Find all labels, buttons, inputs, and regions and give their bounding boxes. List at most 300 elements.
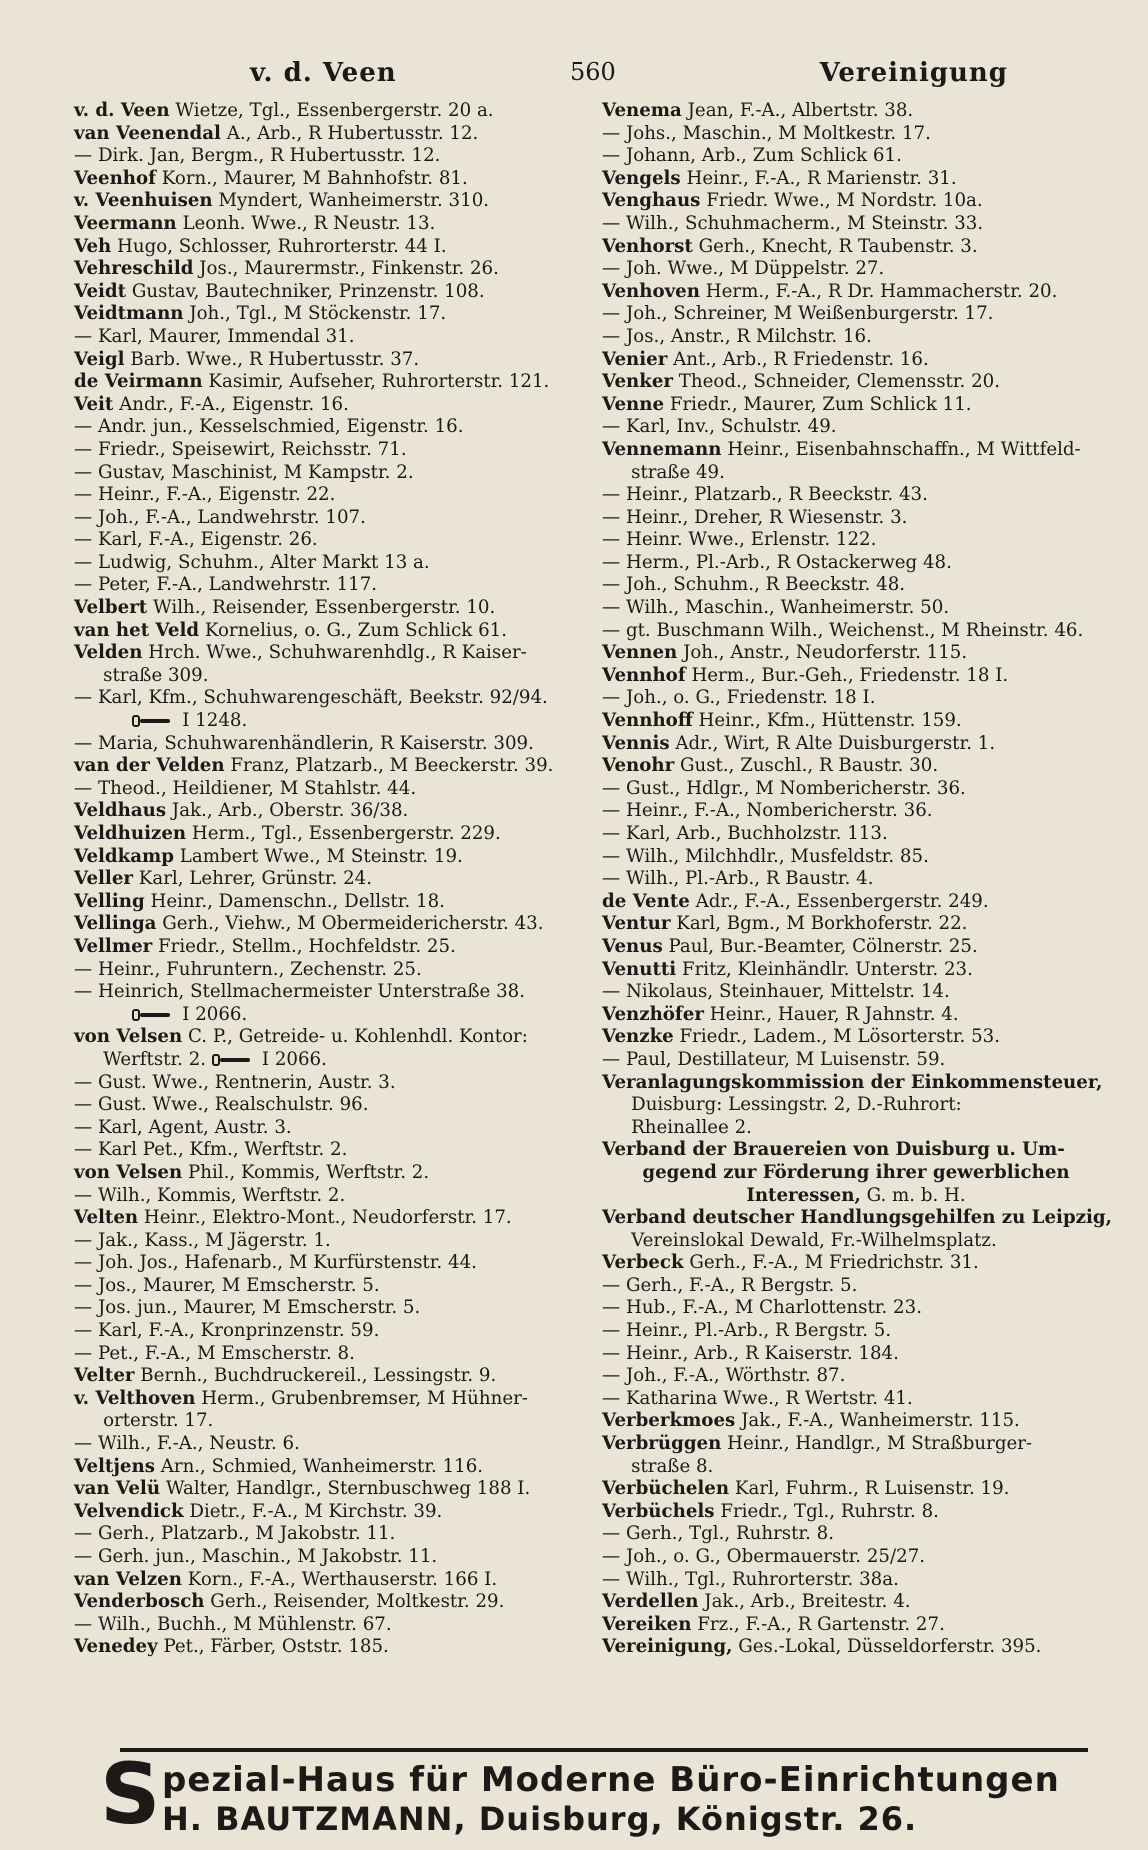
directory-entry (74, 281, 574, 304)
directory-entry (74, 258, 574, 281)
entry-details: Gustav, Bautechniker, Prinzenstr. 108. (131, 280, 485, 302)
entry-surname: v. Velthoven (74, 1387, 196, 1409)
entry-details: — Karl, Agent, Austr. 3. (74, 1116, 292, 1138)
entry-details: — Katharina Wwe., R Wertstr. 41. (602, 1387, 913, 1409)
directory-entry (602, 1343, 1110, 1366)
directory-entry (74, 123, 574, 146)
entry-details: Theod., Schneider, Clemensstr. 20. (678, 371, 1001, 393)
entry-details: Vereinslokal Dewald, Fr.-Wilhelmsplatz. (631, 1229, 997, 1251)
entry-details: — Karl Pet., Kfm., Werftstr. 2. (74, 1139, 348, 1161)
entry-surname: Verband der Brauereien von Duisburg u. Um- (602, 1139, 1065, 1161)
directory-entry (602, 439, 1110, 462)
directory-entry (602, 236, 1110, 259)
entry-details: Wietze, Tgl., Essenbergerstr. 20 a. (175, 100, 494, 121)
directory-entry (74, 1478, 574, 1501)
directory-entry (602, 281, 1110, 304)
entry-details: — Nikolaus, Steinhauer, Mittelstr. 14. (602, 981, 950, 1003)
entry-details: Herm., Bur.-Geh., Friedenstr. 18 I. (691, 664, 1009, 686)
entry-details: — Karl, Inv., Schulstr. 49. (602, 416, 837, 438)
entry-surname: Velden (74, 642, 143, 664)
entry-surname: Verbüchels (602, 1500, 715, 1522)
entry-surname: Veenhof (74, 167, 156, 189)
directory-entry (74, 597, 574, 620)
entry-details: — Karl, Kfm., Schuhwarengeschäft, Beekstr. 92/94. (74, 687, 548, 709)
entry-surname: Vellmer (74, 935, 153, 957)
entry-surname: Ventur (602, 913, 671, 935)
entry-surname: Vennemann (602, 438, 722, 460)
entry-surname: Velbert (74, 597, 148, 619)
entry-surname: Velling (74, 890, 145, 912)
entry-details: — Heinr., Platzarb., R Beeckstr. 43. (602, 484, 928, 506)
entry-surname: Venhorst (602, 235, 693, 257)
directory-entry (74, 1275, 574, 1298)
directory-entry (602, 800, 1110, 823)
entry-details: Herm., Tgl., Essenbergerstr. 229. (191, 823, 501, 844)
directory-entry (602, 168, 1110, 191)
entry-details: Heinr., Kfm., Hüttenstr. 159. (698, 710, 962, 732)
entry-details: — Gust. Wwe., Realschulstr. 96. (74, 1094, 369, 1116)
entry-details: — Gust., Hdlgr., M Nombericherstr. 36. (602, 777, 966, 799)
directory-entry (74, 1614, 574, 1637)
directory-entry (602, 1094, 1110, 1117)
entry-surname: Vengels (602, 167, 681, 189)
directory-entry (602, 846, 1110, 869)
entry-details: — Wilh., Maschin., Wanheimerstr. 50. (602, 597, 950, 619)
entry-surname: Verbrüggen (602, 1433, 722, 1455)
entry-details: — Joh. Jos., Hafenarb., M Kurfürstenstr. 44. (74, 1252, 477, 1274)
telephone-number: I 2066. (261, 1048, 327, 1070)
directory-entry (74, 190, 574, 213)
entry-details: — Heinr., Pl.-Arb., R Bergstr. 5. (602, 1320, 892, 1342)
entry-details: Werftstr. 2. (103, 1048, 207, 1070)
entry-details: Adr., Wirt, R Alte Duisburgerstr. 1. (675, 732, 996, 754)
directory-entry (602, 1636, 1110, 1659)
header-left-keyword: v. d. Veen (250, 58, 397, 88)
directory-entry (74, 416, 574, 439)
entry-details: — Jos. jun., Maurer, M Emscherstr. 5. (74, 1297, 421, 1319)
directory-entry (602, 190, 1110, 213)
directory-entry (74, 349, 574, 372)
directory-entry (602, 665, 1110, 688)
entry-details: — Paul, Destillateur, M Luisenstr. 59. (602, 1048, 946, 1070)
page-header (80, 58, 1068, 98)
directory-entry (602, 733, 1110, 756)
entry-surname: Vehreschild (74, 258, 194, 280)
entry-surname: Veller (74, 868, 133, 890)
directory-entry (602, 145, 1110, 168)
directory-entry (74, 687, 574, 710)
directory-entry (602, 1591, 1110, 1614)
entry-details: Gerh., Knecht, R Taubenstr. 3. (698, 235, 978, 257)
entry-details: — Gustav, Maschinist, M Kampstr. 2. (74, 461, 414, 483)
entry-surname: Vennhof (602, 664, 686, 686)
directory-entry (74, 1546, 574, 1569)
directory-entry (74, 168, 574, 191)
ad-company-address: H. BAUTZMANN, Duisburg, Königstr. 26. (162, 1800, 918, 1838)
directory-entry (74, 1117, 574, 1140)
directory-entry (602, 1026, 1110, 1049)
directory-entry (74, 800, 574, 823)
entry-details: Frz., F.-A., R Gartenstr. 27. (697, 1613, 945, 1635)
directory-entry (602, 1546, 1110, 1569)
entry-surname: Veidt (74, 280, 127, 302)
directory-entry (74, 1388, 574, 1411)
entry-details: — Johann, Arb., Zum Schlick 61. (602, 145, 902, 167)
entry-details: C. P., Getreide- u. Kohlenhdl. Kontor: (188, 1026, 528, 1048)
telephone-icon (132, 714, 174, 728)
directory-entry (74, 326, 574, 349)
entry-surname: Velvendick (74, 1500, 184, 1522)
entry-details: G. m. b. H. (866, 1184, 966, 1206)
entry-surname: v. Veenhuisen (74, 190, 213, 212)
entry-details: Heinr., Eisenbahnschaffn., M Wittfeld- (727, 438, 1081, 460)
entry-surname: v. d. Veen (74, 100, 170, 121)
entry-details: Gerh., Reisender, Moltkestr. 29. (210, 1591, 505, 1613)
directory-entry (602, 1252, 1110, 1275)
directory-entry (74, 1523, 574, 1546)
entry-surname: van der Velden (74, 755, 225, 777)
directory-entry (74, 959, 574, 982)
entry-details: — Wilh., F.-A., Neustr. 6. (74, 1433, 300, 1455)
entry-details: — Joh., o. G., Friedenstr. 18 I. (602, 687, 876, 709)
entry-details: — Ludwig, Schuhm., Alter Markt 13 a. (74, 551, 430, 573)
entry-surname: gegend zur Förderung ihrer gewerblichen (642, 1161, 1070, 1183)
left-column (74, 100, 574, 1659)
directory-entry (602, 868, 1110, 891)
entry-details: Friedr., Ladem., M Lösorterstr. 53. (679, 1026, 1001, 1048)
entry-details: Pet., Färber, Oststr. 185. (163, 1636, 389, 1658)
directory-entry (602, 1433, 1110, 1456)
entry-details: Franz, Platzarb., M Beeckerstr. 39. (230, 755, 554, 777)
directory-entry (74, 1410, 574, 1433)
entry-surname: Verberkmoes (602, 1410, 736, 1432)
entry-surname: Vellinga (74, 913, 157, 935)
entry-details: Joh., Anstr., Neudorferstr. 115. (683, 642, 968, 664)
directory-entry (74, 1072, 574, 1095)
entry-details: Paul, Bur.-Beamter, Cölnerstr. 25. (668, 935, 978, 957)
entry-details: Karl, Fuhrm., R Luisenstr. 19. (734, 1478, 1010, 1500)
entry-details: — gt. Buschmann Wilh., Weichenst., M Rheinstr. 46. (602, 619, 1084, 641)
directory-entry (74, 1252, 574, 1275)
directory-entry (602, 213, 1110, 236)
entry-surname: Venderbosch (74, 1591, 205, 1613)
directory-entry (74, 1343, 574, 1366)
directory-entry (602, 552, 1110, 575)
entry-details: I 1248. (182, 710, 248, 732)
entry-details: — Pet., F.-A., M Emscherstr. 8. (74, 1342, 355, 1364)
entry-surname: Vennis (602, 732, 670, 754)
entry-surname: Vennen (602, 642, 678, 664)
telephone-icon (132, 1008, 174, 1022)
entry-details: Arn., Schmied, Wanheimerstr. 116. (160, 1455, 484, 1477)
directory-entry (602, 484, 1110, 507)
entry-details: Friedr. Wwe., M Nordstr. 10a. (706, 190, 983, 212)
directory-entry (602, 1117, 1110, 1140)
directory-entry (602, 1162, 1110, 1185)
directory-entry (602, 1501, 1110, 1524)
entry-surname: Venhoven (602, 280, 700, 302)
entry-surname: Venzhöfer (602, 1003, 704, 1025)
entry-details: — Andr. jun., Kesselschmied, Eigenstr. 16. (74, 416, 464, 438)
entry-surname: Vereiken (602, 1613, 692, 1635)
entry-surname: Venedey (74, 1636, 158, 1658)
entry-details: Heinr., Damenschn., Dellstr. 18. (150, 890, 445, 912)
entry-surname: Verbeck (602, 1252, 684, 1274)
entry-details: straße 309. (103, 664, 209, 686)
directory-entry (602, 1523, 1110, 1546)
entry-details: Herm., Grubenbremser, M Hühner- (201, 1387, 528, 1409)
entry-details: — Joh., F.-A., Wörthstr. 87. (602, 1365, 846, 1387)
entry-details: — Dirk. Jan, Bergm., R Hubertusstr. 12. (74, 145, 441, 167)
entry-details: — Joh., Schuhm., R Beeckstr. 48. (602, 574, 906, 596)
entry-details: — Heinr., Dreher, R Wiesenstr. 3. (602, 506, 908, 528)
entry-details: — Heinr., Arb., R Kaiserstr. 184. (602, 1342, 899, 1364)
header-right-keyword: Vereinigung (819, 58, 1008, 88)
entry-details: Jos., Maurermstr., Finkenstr. 26. (199, 258, 499, 280)
directory-entry (602, 642, 1110, 665)
directory-entry (74, 484, 574, 507)
entry-details: Heinr., F.-A., R Marienstr. 31. (686, 167, 957, 189)
entry-details: — Gerh., F.-A., R Bergstr. 5. (602, 1274, 858, 1296)
entry-surname: Veh (74, 235, 112, 257)
directory-entry (74, 1026, 574, 1049)
directory-entry (74, 981, 574, 1004)
entry-surname: Venus (602, 935, 663, 957)
directory-entry (602, 687, 1110, 710)
entry-details: Gerh., Viehw., M Obermeidericherstr. 43. (162, 913, 544, 935)
directory-entry (602, 1230, 1110, 1253)
telephone-icon (212, 1053, 254, 1067)
directory-entry (602, 349, 1110, 372)
entry-details: straße 49. (631, 461, 725, 483)
entry-details: — Heinr., F.-A., Nombericherstr. 36. (602, 800, 933, 822)
entry-details: — Joh. Wwe., M Düppelstr. 27. (602, 258, 885, 280)
directory-entry (602, 507, 1110, 530)
entry-details: — Gerh., Tgl., Ruhrstr. 8. (602, 1523, 835, 1545)
directory-entry (602, 913, 1110, 936)
directory-entry (602, 326, 1110, 349)
entry-surname: Venne (602, 393, 665, 415)
directory-entry (74, 868, 574, 891)
directory-entry (602, 891, 1110, 914)
entry-details: — Heinr. Wwe., Erlenstr. 122. (602, 529, 877, 551)
entry-surname: Vennhoff (602, 710, 693, 732)
directory-entry (602, 936, 1110, 959)
entry-surname: Veldhuizen (74, 823, 187, 844)
directory-entry (74, 1230, 574, 1253)
entry-details: — Peter, F.-A., Landwehrstr. 117. (74, 574, 378, 596)
entry-details: Hrch. Wwe., Schuhwarenhdlg., R Kaiser- (148, 642, 527, 664)
directory-entry (74, 891, 574, 914)
directory-entry (74, 1433, 574, 1456)
directory-entry (74, 778, 574, 801)
directory-entry (602, 597, 1110, 620)
entry-surname: Veldkamp (74, 845, 174, 867)
directory-entry (74, 823, 574, 846)
entry-details: — Jos., Maurer, M Emscherstr. 5. (74, 1274, 380, 1296)
entry-surname: Venutti (602, 958, 677, 980)
directory-entry (74, 371, 574, 394)
advertisement (100, 1745, 1088, 1843)
entry-details: Fritz, Kleinhändlr. Unterstr. 23. (681, 958, 973, 980)
entry-details: — Joh., Schreiner, M Weißenburgerstr. 17. (602, 303, 994, 325)
entry-details: Heinr., Elektro-Mont., Neudorferstr. 17. (143, 1207, 512, 1229)
entry-details: Korn., F.-A., Werthauserstr. 166 I. (187, 1568, 498, 1590)
directory-entry (74, 1501, 574, 1524)
directory-entry (602, 100, 1110, 123)
directory-entry (602, 620, 1110, 643)
entry-details: — Wilh., Tgl., Ruhrorterstr. 38a. (602, 1568, 899, 1590)
entry-surname: de Veirmann (74, 371, 203, 393)
entry-details: A., Arb., R Hubertusstr. 12. (226, 122, 479, 144)
directory-entry (602, 981, 1110, 1004)
entry-details: — Wilh., Milchhdlr., Musfeldstr. 85. (602, 845, 929, 867)
directory-entry (74, 1297, 574, 1320)
entry-details: straße 8. (631, 1455, 714, 1477)
entry-surname: Verband deutscher Handlungsgehilfen zu Leipzig, (602, 1207, 1112, 1229)
entry-details: — Hub., F.-A., M Charlottenstr. 23. (602, 1297, 922, 1319)
directory-entry (74, 236, 574, 259)
directory-entry (74, 574, 574, 597)
directory-entry (74, 936, 574, 959)
directory-entry (602, 959, 1110, 982)
entry-surname: Veidtmann (74, 303, 184, 325)
entry-details: — Gerh., Platzarb., M Jakobstr. 11. (74, 1523, 396, 1545)
entry-details: Walter, Handlgr., Sternbuschweg 188 I. (165, 1478, 531, 1500)
entry-surname: van het Veld (74, 619, 200, 641)
ad-initial-capital: S (100, 1745, 161, 1843)
ad-top-rule (120, 1748, 1088, 1752)
entry-details: Jak., Arb., Oberstr. 36/38. (171, 800, 409, 822)
directory-entry (74, 913, 574, 936)
entry-details: — Wilh., Pl.-Arb., R Baustr. 4. (602, 868, 874, 890)
entry-surname: van Velü (74, 1478, 161, 1500)
entry-details: — Theod., Heildiener, M Stahlstr. 44. (74, 777, 417, 799)
directory-entry (74, 1365, 574, 1388)
directory-entry (602, 371, 1110, 394)
entry-details: Karl, Bgm., M Borkhoferstr. 22. (676, 913, 968, 935)
directory-entry (74, 303, 574, 326)
entry-details: Adr., F.-A., Essenbergerstr. 249. (695, 890, 989, 912)
directory-entry (74, 620, 574, 643)
directory-entry (602, 710, 1110, 733)
entry-details: Jak., Arb., Breitestr. 4. (704, 1591, 911, 1613)
directory-entry (74, 552, 574, 575)
directory-entry (74, 1456, 574, 1479)
entry-details: — Karl, Maurer, Immendal 31. (74, 325, 355, 347)
directory-entry (74, 529, 574, 552)
entry-details: Rheinallee 2. (631, 1116, 752, 1138)
entry-details: — Heinr., F.-A., Eigenstr. 22. (74, 484, 336, 506)
directory-entry (602, 1004, 1110, 1027)
entry-surname: Verbüchelen (602, 1478, 730, 1500)
entry-details: Leonh. Wwe., R Neustr. 13. (182, 212, 436, 234)
entry-details: — Gust. Wwe., Rentnerin, Austr. 3. (74, 1071, 396, 1093)
entry-surname: von Velsen (74, 1161, 183, 1183)
entry-details: Heinr., Handlgr., M Straßburger- (727, 1433, 1033, 1455)
directory-entry (602, 574, 1110, 597)
entry-surname: Veit (74, 393, 114, 415)
directory-entry (74, 1569, 574, 1592)
entry-details: — Wilh., Kommis, Werftstr. 2. (74, 1184, 346, 1206)
entry-details: — Joh., F.-A., Landwehrstr. 107. (74, 506, 366, 528)
directory-entry (602, 1365, 1110, 1388)
entry-details: — Karl, Arb., Buchholzstr. 113. (602, 823, 888, 844)
directory-entry (602, 1320, 1110, 1343)
directory-entry (602, 823, 1110, 846)
entry-surname: van Veenendal (74, 122, 221, 144)
entry-details: Lambert Wwe., M Steinstr. 19. (179, 845, 463, 867)
entry-details: — Herm., Pl.-Arb., R Ostackerweg 48. (602, 551, 952, 573)
directory-entry (74, 1185, 574, 1208)
directory-entry (602, 1456, 1110, 1479)
entry-details: Korn., Maurer, M Bahnhofstr. 81. (161, 167, 468, 189)
directory-entry (74, 1004, 574, 1027)
directory-entry (602, 416, 1110, 439)
directory-entry (74, 145, 574, 168)
entry-details: Kasimir, Aufseher, Ruhrorterstr. 121. (208, 371, 550, 393)
entry-details: — Wilh., Schuhmacherm., M Steinstr. 33. (602, 212, 984, 234)
entry-surname: Venema (602, 100, 682, 121)
entry-surname: Venghaus (602, 190, 701, 212)
entry-details: — Heinr., Fuhruntern., Zechenstr. 25. (74, 958, 422, 980)
directory-entry (602, 303, 1110, 326)
entry-details: orterstr. 17. (103, 1410, 214, 1432)
entry-surname: van Velzen (74, 1568, 182, 1590)
page-number: 560 (570, 58, 616, 86)
directory-entry (74, 213, 574, 236)
directory-entry (602, 1410, 1110, 1433)
entry-surname: Velter (74, 1365, 135, 1387)
entry-details: Andr., F.-A., Eigenstr. 16. (119, 393, 349, 415)
directory-entry (602, 1388, 1110, 1411)
entry-details: Jean, F.-A., Albertstr. 38. (687, 100, 914, 121)
entry-details: — Karl, F.-A., Eigenstr. 26. (74, 529, 318, 551)
directory-entry (602, 462, 1110, 485)
entry-details: I 2066. (182, 1003, 248, 1025)
entry-details: Herm., F.-A., R Dr. Hammacherstr. 20. (705, 280, 1058, 302)
entry-surname: Venker (602, 371, 673, 393)
directory-entry (602, 1049, 1110, 1072)
entry-details: — Friedr., Speisewirt, Reichsstr. 71. (74, 438, 407, 460)
directory-entry (602, 1614, 1110, 1637)
entry-surname: Interessen, (746, 1184, 861, 1206)
directory-entry (74, 1049, 574, 1072)
entry-details: Ant., Arb., R Friedenstr. 16. (673, 348, 929, 370)
entry-details: — Johs., Maschin., M Moltkestr. 17. (602, 122, 931, 144)
directory-entry (74, 394, 574, 417)
directory-entry (74, 439, 574, 462)
entry-surname: Vereinigung, (602, 1636, 733, 1658)
entry-details: Duisburg: Lessingstr. 2, D.-Ruhrort: (631, 1094, 962, 1116)
directory-entry (602, 1139, 1110, 1162)
entry-details: Kornelius, o. G., Zum Schlick 61. (204, 619, 508, 641)
directory-entry (74, 1591, 574, 1614)
directory-entry (74, 642, 574, 665)
entry-surname: de Vente (602, 890, 690, 912)
directory-entry (602, 1207, 1110, 1230)
directory-entry (602, 394, 1110, 417)
directory-entry (74, 1094, 574, 1117)
directory-entry (602, 1297, 1110, 1320)
entry-details: — Maria, Schuhwarenhändlerin, R Kaiserstr. 309. (74, 732, 534, 754)
entry-details: Joh., Tgl., M Stöckenstr. 17. (189, 303, 447, 325)
directory-entry (602, 778, 1110, 801)
entry-details: — Gerh. jun., Maschin., M Jakobstr. 11. (74, 1546, 438, 1567)
directory-entry (602, 1275, 1110, 1298)
entry-details: Gust., Zuschl., R Baustr. 30. (679, 755, 939, 777)
directory-entry (602, 529, 1110, 552)
